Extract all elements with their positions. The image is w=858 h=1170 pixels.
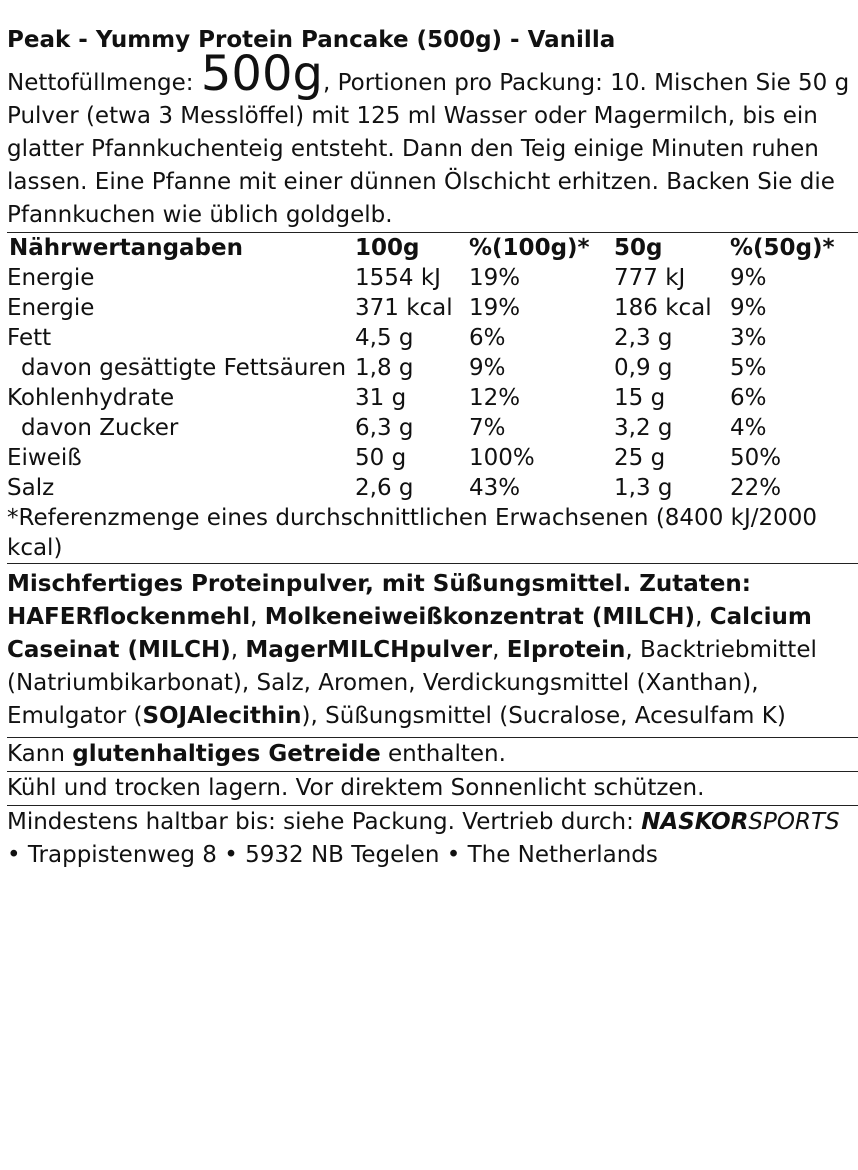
nutrition-header: Nährwertangaben [9, 235, 243, 261]
ingredients-heading: Mischfertiges Proteinpulver, mit Süßungsmittel. Zutaten: [7, 571, 751, 597]
table-row [7, 473, 858, 503]
portions-label: Portionen pro Packung: [337, 70, 603, 96]
reference-footnote: *Referenzmenge eines durchschnittlichen Erwachsenen (8400 kJ/2000 kcal) [7, 505, 818, 561]
value-50g: 3,2 g [614, 415, 673, 441]
ingredient-allergen: EIprotein [506, 637, 626, 663]
value-50g: 1,3 g [614, 475, 673, 501]
header-percent-50g: %(50g)* [730, 235, 835, 261]
header-100g: 100g [355, 235, 420, 261]
percent-50g: 5% [730, 355, 767, 381]
ingredient-separator: , [695, 604, 710, 630]
table-row [7, 293, 858, 323]
value-100g: 1554 kJ [355, 265, 441, 291]
percent-100g: 12% [469, 385, 521, 411]
intro-comma: , [322, 70, 331, 96]
percent-50g: 3% [730, 325, 767, 351]
ingredient-text: ), Süßungsmittel (Sucralose, Acesulfam K) [301, 703, 786, 729]
value-100g: 1,8 g [355, 355, 414, 381]
ingredient-separator: , [230, 637, 246, 663]
intro-paragraph [7, 46, 858, 232]
nutrient-name: Fett [7, 325, 52, 351]
table-row [7, 443, 858, 473]
brand-name-bold: NASKOR [641, 809, 749, 835]
nutrient-name: Energie [7, 265, 95, 291]
preparation-instructions: Mischen Sie 50 g Pulver (etwa 3 Messlöffel) mit 125 ml Wasser oder Magermilch, bis ein glatter Pfannkuchenteig entsteht. Dann den Teig einige Minuten ruhen lassen. Eine Pfanne mit einer dünnen Ölschicht erhitzen. Backen Sie die Pfannkuchen wie üblich goldgelb. [7, 70, 850, 228]
nutrient-name: davon Zucker [21, 415, 179, 441]
best-before-text: Mindestens haltbar bis: siehe Packung. Vertrieb durch: [7, 809, 642, 835]
allergen-prefix: Kann [7, 741, 73, 767]
value-50g: 777 kJ [614, 265, 686, 291]
product-label [7, 24, 858, 872]
ingredient-allergen: Calcium Caseinat (MILCH) [7, 604, 812, 663]
storage-instructions: Kühl und trocken lagern. Vor direktem Sonnenlicht schützen. [7, 775, 705, 801]
ingredient-text: , Backtriebmittel (Natriumbikarbonat), Salz, Aromen, Verdickungsmittel (Xanthan), Emulgator ( [7, 637, 817, 729]
percent-100g: 19% [469, 265, 521, 291]
nutrient-name: Kohlenhydrate [7, 385, 175, 411]
nutrient-name: Energie [7, 295, 95, 321]
percent-100g: 100% [469, 445, 535, 471]
percent-100g: 19% [469, 295, 521, 321]
ingredient-separator: , [250, 604, 265, 630]
percent-50g: 50% [730, 445, 782, 471]
table-row [7, 413, 858, 443]
value-50g: 15 g [614, 385, 666, 411]
nutrition-header-row [7, 233, 858, 263]
percent-50g: 6% [730, 385, 767, 411]
percent-100g: 7% [469, 415, 506, 441]
ingredient-allergen: HAFERflockenmehl [7, 604, 251, 630]
ingredients-list [7, 564, 858, 737]
net-quantity-value: 500g [200, 46, 323, 102]
nutrient-name: Salz [7, 475, 55, 501]
allergen-warning [7, 738, 858, 771]
nutrition-table [7, 233, 858, 503]
value-100g: 4,5 g [355, 325, 414, 351]
ingredient-separator: , [492, 637, 507, 663]
allergen-highlight: glutenhaltiges Getreide [72, 741, 381, 767]
percent-100g: 6% [469, 325, 506, 351]
table-row [7, 323, 858, 353]
ingredient-allergen: MagerMILCHpulver [245, 637, 493, 663]
product-title: Peak - Yummy Protein Pancake (500g) - Vanilla [7, 27, 616, 53]
percent-50g: 9% [730, 265, 767, 291]
table-row [7, 383, 858, 413]
percent-100g: 9% [469, 355, 506, 381]
percent-50g: 4% [730, 415, 767, 441]
value-50g: 0,9 g [614, 355, 673, 381]
value-100g: 2,6 g [355, 475, 414, 501]
value-100g: 6,3 g [355, 415, 414, 441]
table-row [7, 263, 858, 293]
percent-50g: 22% [730, 475, 782, 501]
brand-name-italic: SPORTS [748, 809, 840, 835]
portions-value: 10. [610, 70, 647, 96]
ingredient-allergen: Molkeneiweißkonzentrat (MILCH) [264, 604, 696, 630]
nutrient-name: davon gesättigte Fettsäuren [21, 355, 347, 381]
net-quantity-label: Nettofüllmenge: [7, 70, 194, 96]
header-percent-100g: %(100g)* [469, 235, 590, 261]
table-row [7, 353, 858, 383]
distributor-address: • Trappistenweg 8 • 5932 NB Tegelen • The Netherlands [7, 842, 658, 868]
header-50g: 50g [614, 235, 663, 261]
ingredient-allergen: SOJAlecithin [142, 703, 302, 729]
value-100g: 371 kcal [355, 295, 453, 321]
value-50g: 2,3 g [614, 325, 673, 351]
percent-50g: 9% [730, 295, 767, 321]
allergen-suffix: enthalten. [380, 741, 506, 767]
brand-name [641, 809, 839, 835]
percent-100g: 43% [469, 475, 521, 501]
value-50g: 25 g [614, 445, 666, 471]
value-100g: 50 g [355, 445, 407, 471]
distribution-info [7, 806, 858, 872]
value-100g: 31 g [355, 385, 407, 411]
value-50g: 186 kcal [614, 295, 712, 321]
nutrient-name: Eiweiß [7, 445, 82, 471]
